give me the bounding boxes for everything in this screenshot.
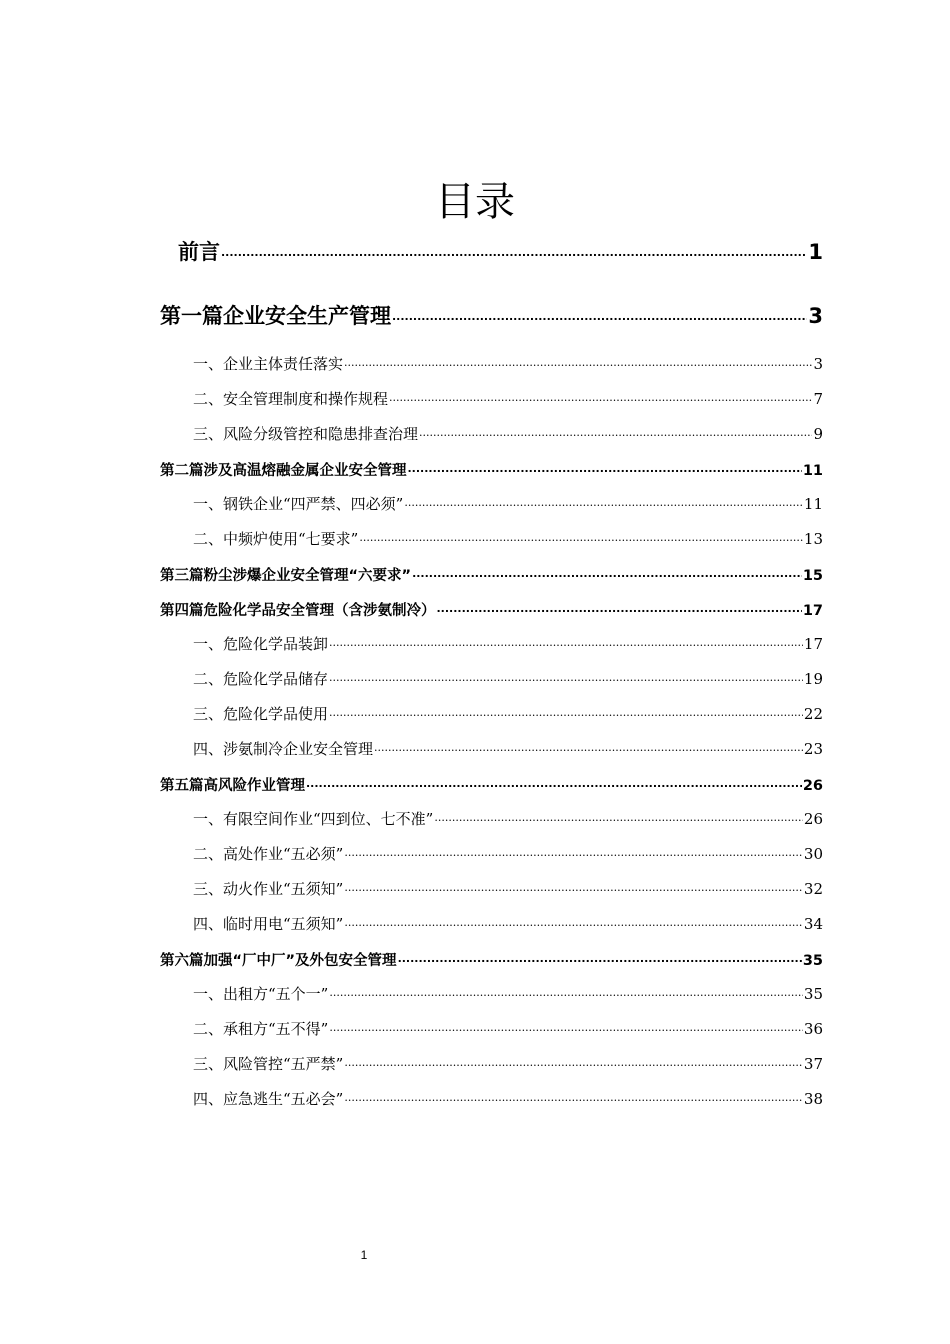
toc-label: 三、风险管控“五严禁” <box>193 1055 344 1073</box>
toc-label: 一、钢铁企业“四严禁、四必须” <box>193 495 404 513</box>
toc-entry[interactable] <box>193 878 823 899</box>
toc-label: 第一篇企业安全生产管理 <box>160 304 391 328</box>
toc-page: 26 <box>802 778 823 794</box>
toc-page: 23 <box>803 740 823 758</box>
toc-page: 32 <box>803 880 823 898</box>
toc-entry[interactable] <box>193 913 823 934</box>
toc-page: 13 <box>803 530 823 548</box>
toc-page: 34 <box>803 915 823 933</box>
toc-leader <box>434 809 803 824</box>
toc-page: 7 <box>813 390 823 408</box>
toc-page: 17 <box>803 635 823 653</box>
toc-page: 1 <box>808 240 823 264</box>
toc-page: 38 <box>803 1090 823 1108</box>
toc-page: 19 <box>803 670 823 688</box>
toc-leader <box>344 879 803 894</box>
toc-page: 11 <box>802 463 823 479</box>
toc-leader <box>329 1019 803 1034</box>
toc-leader <box>389 389 812 404</box>
toc-label: 二、危险化学品储存 <box>193 670 329 688</box>
toc-entry[interactable] <box>193 668 823 689</box>
toc-label: 二、中频炉使用“七要求” <box>193 530 359 548</box>
toc-entry-part2[interactable] <box>160 459 823 480</box>
toc-label: 一、危险化学品装卸 <box>193 635 329 653</box>
toc-entry[interactable] <box>193 493 823 514</box>
toc-entry[interactable] <box>193 983 823 1004</box>
toc-label: 四、应急逃生“五必会” <box>193 1090 344 1108</box>
toc-label: 第三篇粉尘涉爆企业安全管理“六要求” <box>160 568 412 584</box>
toc-entry[interactable] <box>193 633 823 654</box>
toc-leader <box>344 1054 803 1069</box>
toc-page: 3 <box>808 304 823 328</box>
toc-leader <box>329 669 803 684</box>
toc-leader <box>408 461 802 476</box>
toc-label: 四、临时用电“五须知” <box>193 915 344 933</box>
toc-leader <box>221 238 807 259</box>
toc-label: 三、动火作业“五须知” <box>193 880 344 898</box>
toc-leader <box>329 634 803 649</box>
toc-leader <box>344 844 803 859</box>
toc-label: 一、企业主体责任落实 <box>193 355 344 373</box>
toc-label: 三、危险化学品使用 <box>193 705 329 723</box>
toc-page: 36 <box>803 1020 823 1038</box>
toc-page: 35 <box>803 985 823 1003</box>
toc-label: 二、高处作业“五必须” <box>193 845 344 863</box>
toc-leader <box>419 424 812 439</box>
toc-leader <box>359 529 803 544</box>
toc-page: 3 <box>813 355 823 373</box>
toc-entry[interactable] <box>193 703 823 724</box>
toc-entry[interactable] <box>193 388 823 409</box>
toc-page: 35 <box>802 953 823 969</box>
toc-leader <box>329 984 803 999</box>
toc-entry-part4[interactable] <box>160 599 823 620</box>
toc-entry[interactable] <box>193 808 823 829</box>
toc-leader <box>344 914 803 929</box>
toc-leader <box>412 566 802 581</box>
toc-page: 17 <box>802 603 823 619</box>
toc-leader <box>329 704 803 719</box>
toc-label: 二、安全管理制度和操作规程 <box>193 390 389 408</box>
footer-page-number: 1 <box>360 1248 368 1262</box>
toc-entry[interactable] <box>193 1053 823 1074</box>
toc-entry-part3[interactable] <box>160 564 823 585</box>
toc-entry[interactable] <box>193 353 823 374</box>
toc-leader <box>404 494 803 509</box>
toc-label: 第六篇加强“厂中厂”及外包安全管理 <box>160 953 397 969</box>
toc-entry-part5[interactable] <box>160 774 823 795</box>
toc-leader <box>392 302 807 323</box>
toc-leader <box>398 951 802 966</box>
toc-label: 一、有限空间作业“四到位、七不准” <box>193 810 434 828</box>
toc-entry[interactable] <box>193 1088 823 1109</box>
toc-entry[interactable] <box>193 1018 823 1039</box>
toc-label: 第五篇高风险作业管理 <box>160 778 305 794</box>
toc-page: 22 <box>803 705 823 723</box>
toc-entry[interactable] <box>193 423 823 444</box>
toc-label: 四、涉氨制冷企业安全管理 <box>193 740 374 758</box>
toc-label: 二、承租方“五不得” <box>193 1020 329 1038</box>
toc-entry[interactable] <box>193 528 823 549</box>
toc-leader <box>344 1089 803 1104</box>
toc-label: 三、风险分级管控和隐患排查治理 <box>193 425 419 443</box>
toc-entry-preface[interactable] <box>178 236 823 266</box>
toc-leader <box>306 776 802 791</box>
toc-page: 9 <box>813 425 823 443</box>
toc-leader <box>374 739 803 754</box>
toc-leader <box>437 601 802 616</box>
toc-entry[interactable] <box>193 843 823 864</box>
toc-page: 11 <box>803 495 823 513</box>
toc-page: 37 <box>803 1055 823 1073</box>
page-title: 目录 <box>435 179 515 225</box>
toc-page: 30 <box>803 845 823 863</box>
toc-page: 15 <box>802 568 823 584</box>
toc-label: 第四篇危险化学品安全管理（含涉氨制冷） <box>160 603 436 619</box>
toc-label: 前言 <box>178 240 220 264</box>
toc-leader <box>344 354 812 369</box>
toc-label: 第二篇涉及高温熔融金属企业安全管理 <box>160 463 407 479</box>
toc-label: 一、出租方“五个一” <box>193 985 329 1003</box>
toc-entry[interactable] <box>193 738 823 759</box>
toc-entry-part1[interactable] <box>160 300 823 330</box>
toc-page: 26 <box>803 810 823 828</box>
toc-entry-part6[interactable] <box>160 949 823 970</box>
